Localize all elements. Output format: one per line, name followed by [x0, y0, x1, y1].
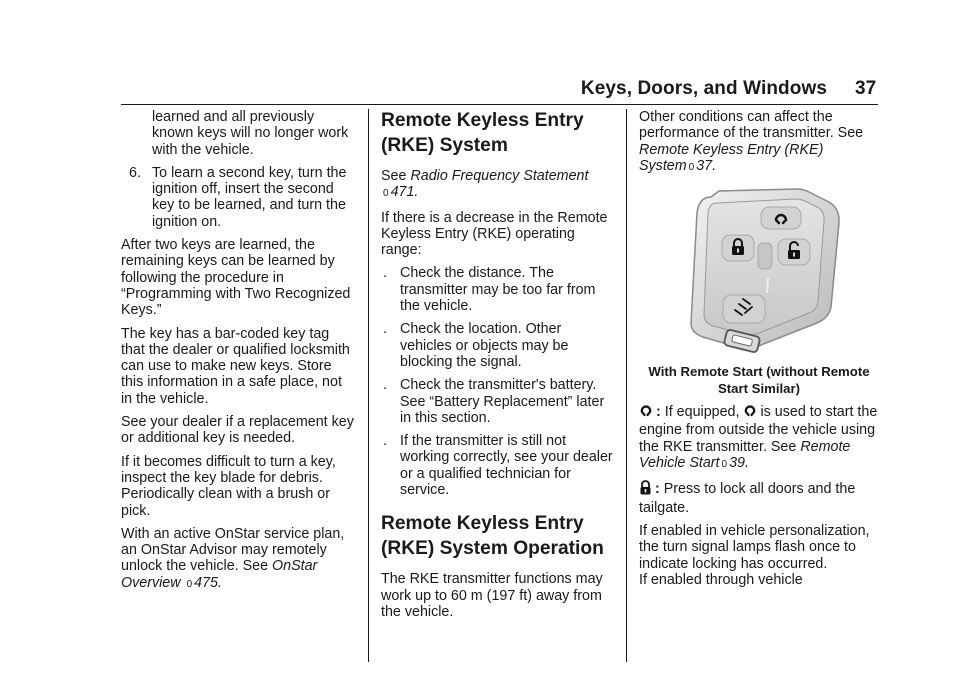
- page-ref-arrow: 0: [383, 188, 389, 200]
- column-3: [639, 109, 879, 595]
- figure-caption: With Remote Start (without Remote Start Similar): [648, 364, 870, 396]
- onstar-text: With an active OnStar service plan, an OnStar Advisor may remotely unlock the vehicle. See: [121, 525, 345, 575]
- lock-text: Press to lock all doors and the tailgate.: [639, 481, 856, 516]
- paragraph-replacement: See your dealer if a replacement key or additional key is needed.: [121, 414, 354, 447]
- remote-start-button: [761, 207, 801, 229]
- list-item: [381, 433, 613, 498]
- remote-start-icon: [743, 404, 757, 422]
- remote-start-text: is used to start the engine from outside the vehicle using the RKE transmitter. See: [639, 404, 878, 455]
- rf-statement-link[interactable]: Radio Frequency Statement: [410, 168, 589, 184]
- heading-rke-system: Remote Keyless Entry (RKE) System: [381, 110, 584, 156]
- column-1: [121, 109, 357, 600]
- step-continuation: learned and all previously known keys will no longer work with the vehicle.: [152, 109, 349, 158]
- list-item: [381, 377, 613, 426]
- page-ref-arrow: 0: [721, 459, 728, 471]
- period: .: [414, 184, 419, 201]
- remote-start-text: If equipped,: [664, 404, 740, 421]
- colon: :: [656, 404, 661, 421]
- remote-start-icon: [639, 404, 653, 422]
- paragraph-enabled-vehicle: If enabled through vehicle: [639, 571, 803, 588]
- bullet-dot: .: [383, 433, 387, 450]
- period: .: [218, 574, 222, 591]
- step-6: [121, 165, 357, 230]
- step-number: 6.: [129, 164, 141, 181]
- page-number: 37: [855, 78, 877, 99]
- header-rule: [121, 104, 878, 105]
- other-text: Other conditions can affect the performance of the transmitter. See: [639, 109, 864, 142]
- page-ref-arrow: 0: [688, 161, 695, 173]
- column-divider-2: [626, 109, 627, 662]
- lock-icon: [639, 480, 652, 499]
- paragraph-other-conditions: [639, 109, 879, 176]
- page-header-title: Keys, Doors, and Windows: [580, 78, 827, 99]
- column-divider-1: [368, 109, 369, 662]
- list-item: [381, 321, 613, 370]
- key-fob-drawing: [639, 183, 879, 358]
- paragraph-two-keys: After two keys are learned, the remaining keys can be learned by following the procedure in “Programming with Two Recognized Keys.”: [121, 237, 351, 319]
- remote-start-page-ref[interactable]: 39: [729, 455, 745, 472]
- rke-system-link[interactable]: Remote Keyless Entry (RKE) System: [639, 141, 824, 174]
- rke-page-ref[interactable]: 37: [696, 157, 713, 174]
- heading-rke-operation: Remote Keyless Entry (RKE) System Operation: [381, 513, 604, 559]
- page-ref-arrow: 0: [186, 578, 193, 590]
- paragraph-personalization: If enabled in vehicle personalization, the turn signal lamps flash once to indicate locking has occurred.: [639, 522, 870, 572]
- step-text: To learn a second key, turn the ignition off, insert the second key to be learned, and turn the ignition on.: [152, 164, 347, 230]
- onstar-page-ref[interactable]: 475: [194, 574, 218, 591]
- paragraph-remote-start: [639, 404, 879, 473]
- paragraph-lock: [639, 480, 879, 516]
- bullet-text: Check the distance. The transmitter may be too far from the vehicle.: [400, 265, 596, 315]
- onstar-overview-link[interactable]: OnStar Overview: [121, 558, 318, 591]
- paragraph-onstar: [121, 526, 357, 593]
- bullet-text: Check the transmitter's battery. See “Battery Replacement” later in this section.: [400, 377, 605, 426]
- paragraph-range: If there is a decrease in the Remote Keyless Entry (RKE) operating range:: [381, 209, 608, 259]
- period: .: [745, 455, 749, 472]
- rf-page-ref[interactable]: 471: [390, 184, 415, 201]
- bullet-dot: .: [383, 377, 387, 394]
- bullet-text: If the transmitter is still not working correctly, see your dealer or a qualified technician for service.: [400, 433, 613, 499]
- paragraph-operation-range: The RKE transmitter functions may work up to 60 m (197 ft) away from the vehicle.: [381, 571, 603, 620]
- key-fob-illustration: [639, 183, 879, 358]
- paragraph-bar-code: The key has a bar-coded key tag that the dealer or qualified locksmith can use to make new keys. Store this information in a safe place, not in the vehicle.: [121, 325, 350, 407]
- colon: :: [655, 481, 660, 498]
- list-item: [381, 265, 613, 314]
- paragraph-debris: If it becomes difficult to turn a key, inspect the key blade for debris. Periodically clean with a brush or pick.: [121, 453, 336, 519]
- remote-vehicle-start-link[interactable]: Remote Vehicle Start: [639, 438, 851, 472]
- period: .: [712, 157, 717, 174]
- see-label: See: [381, 168, 407, 184]
- column-2: [381, 109, 613, 627]
- paragraph-see-rf: [381, 168, 613, 203]
- bullet-text: Check the location. Other vehicles or objects may be blocking the signal.: [400, 321, 569, 370]
- bullet-dot: .: [383, 265, 387, 282]
- bullet-dot: .: [383, 321, 387, 338]
